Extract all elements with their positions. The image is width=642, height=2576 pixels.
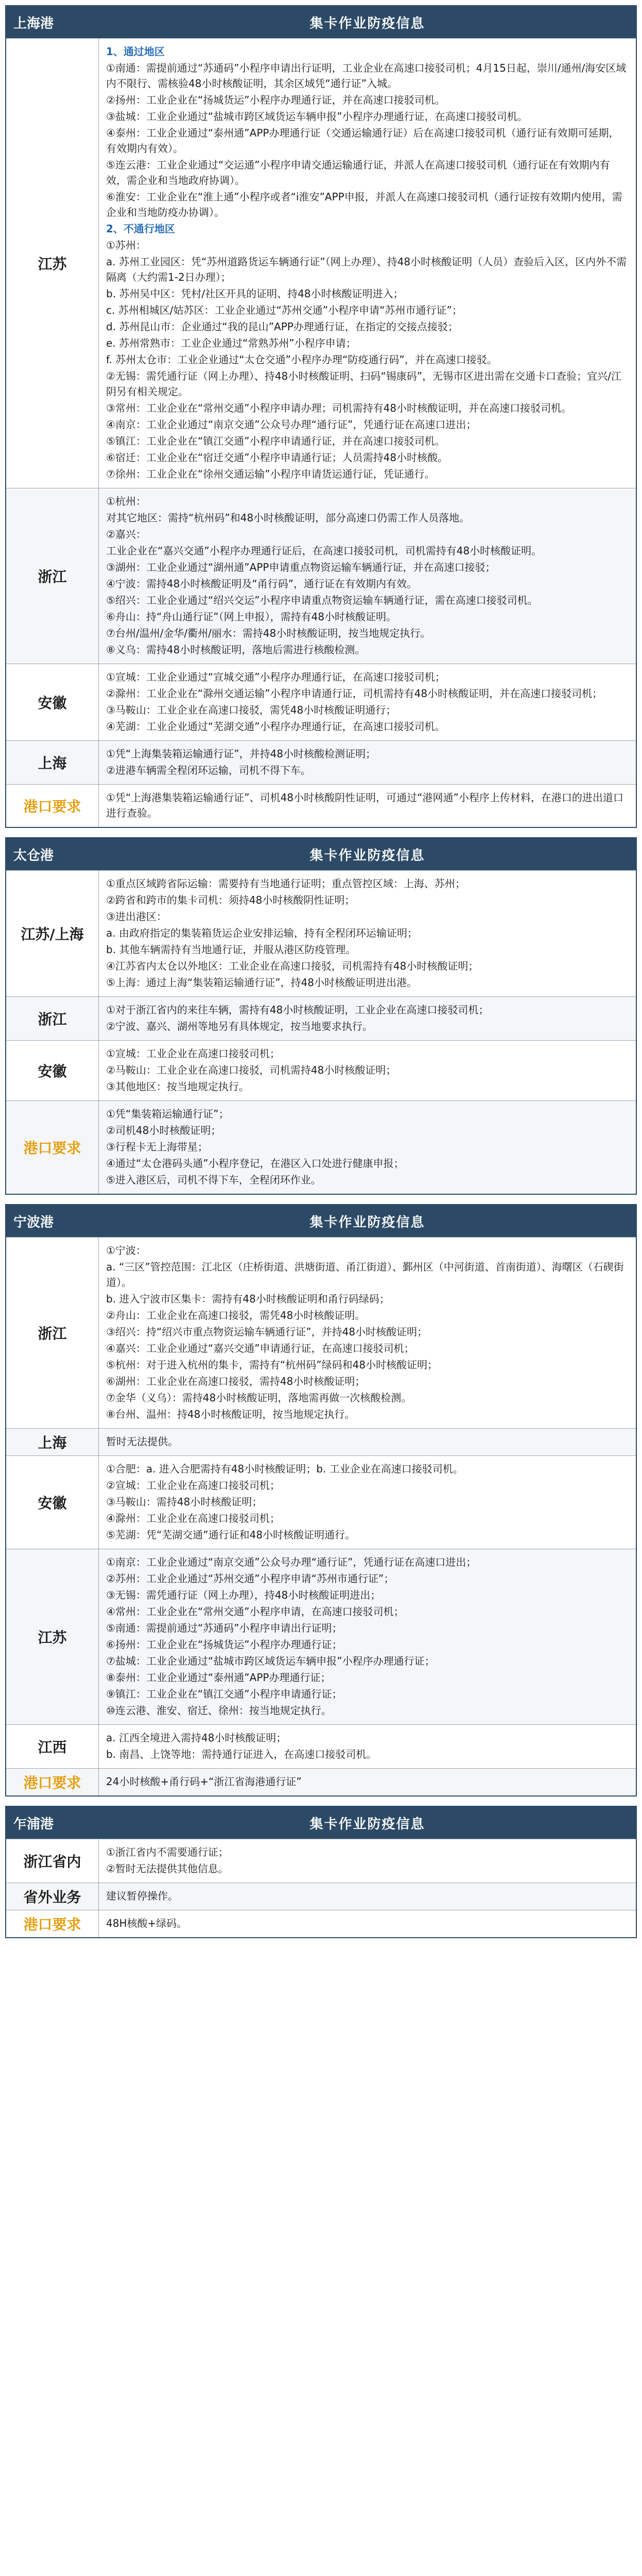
port-header (6, 1807, 636, 1839)
detail-line: ①苏州： (106, 239, 146, 251)
detail-line: ⑨镇江：工业企业在“镇江交通”小程序申请通行证； (106, 1688, 342, 1700)
detail-line: ②无锡：需凭通行证（网上办理）、持48小时核酸证明、扫码“锡康码”，无锡市区进出需在交通卡口查验；宜兴/江阴另有相关规定。 (106, 370, 621, 398)
region-row (6, 1910, 636, 1937)
region-details (99, 1839, 636, 1883)
region-details (99, 741, 636, 784)
detail-line: ④嘉兴：工业企业通过“嘉兴交通”申请通行证，在高速口接驳司机； (106, 1342, 414, 1354)
region-details (99, 1101, 636, 1194)
region-label: 港口要求 (6, 785, 99, 827)
region-details (99, 664, 636, 740)
region-label: 江苏 (6, 1549, 99, 1724)
region-label: 安徽 (6, 1456, 99, 1549)
region-row (6, 1040, 636, 1100)
detail-line: ①对于浙江省内的来往车辆，需持有48小时核酸证明，工业企业在高速口接驳司机； (106, 1004, 489, 1016)
region-label: 浙江 (6, 997, 99, 1040)
detail-line: c. 苏州相城区/姑苏区：工业企业通过“苏州交通”小程序申请“苏州市通行证”； (106, 304, 462, 316)
port-name: 乍浦港 (13, 1816, 54, 1832)
region-row (6, 870, 636, 996)
detail-line: ④滁州：工业企业在高速口接驳司机； (106, 1512, 280, 1524)
detail-line: ③其他地区：按当地规定执行。 (106, 1080, 249, 1093)
region-label: 安徽 (6, 1041, 99, 1100)
region-details (99, 1910, 636, 1937)
region-row (6, 1428, 636, 1455)
region-details (99, 1238, 636, 1428)
region-row (6, 784, 636, 827)
detail-line: 24小时核酸+甬行码+“浙江省海港通行证” (106, 1775, 302, 1788)
region-label: 江苏/上海 (6, 871, 99, 996)
detail-line: ②滁州：工业企业在“滁州交通运输”小程序申请通行证，司机需持有48小时核酸证明，并在高速口接驳司机； (106, 687, 603, 700)
detail-line: ⑦金华（义乌）：需持48小时核酸证明，落地需再做一次核酸检测。 (106, 1392, 412, 1404)
detail-line: 建议暂停操作。 (106, 1890, 178, 1902)
port-block (5, 5, 637, 828)
detail-line: ①凭“集装箱运输通行证”； (106, 1108, 229, 1120)
detail-line: ①凭“上海港集装箱运输通行证”、司机48小时核酸阴性证明，可通过“港网通”小程序上传材料，在港口的进出道口进行查验。 (106, 791, 623, 819)
detail-line: 暂时无法提供。 (106, 1435, 178, 1448)
detail-line: a. 江西全境进入需持48小时核酸证明； (106, 1732, 287, 1744)
detail-line: ②跨省和跨市的集卡司机：须持48小时核酸阴性证明； (106, 894, 355, 906)
region-row (6, 1549, 636, 1724)
detail-line: ②马鞍山：工业企业在高速口接驳，司机需持48小时核酸证明； (106, 1064, 396, 1076)
detail-line: ⑥舟山：持“舟山通行证”（网上申报），需持有48小时核酸证明。 (106, 611, 397, 623)
detail-line: ①合肥：a. 进入合肥需持有48小时核酸证明；b. 工业企业在高速口接驳司机。 (106, 1463, 463, 1475)
region-row (6, 1237, 636, 1428)
region-details (99, 997, 636, 1040)
detail-line: ①浙江省内不需要通行证； (106, 1846, 229, 1858)
page-root (5, 5, 637, 1938)
region-label: 浙江 (6, 1238, 99, 1428)
detail-line: ④南京：工业企业通过“南京交通”公众号办理“通行证”，凭通行证在高速口进出； (106, 418, 477, 431)
region-details (99, 1456, 636, 1549)
region-details (99, 1769, 636, 1795)
detail-line: ③行程卡无上海带星； (106, 1141, 208, 1153)
detail-line: ④江苏省内太仓以外地区：工业企业在高速口接驳，司机需持有48小时核酸证明； (106, 960, 479, 972)
detail-line: b. 南昌、上饶等地：需持通行证进入，在高速口接驳司机。 (106, 1748, 377, 1760)
port-name: 宁波港 (13, 1214, 54, 1230)
detail-line: ⑤杭州：对于进入杭州的集卡，需持有“杭州码”绿码和48小时核酸证明； (106, 1359, 438, 1371)
detail-line: ⑥宿迁：工业企业在“宿迁交通”小程序申请通行证；人员需持48小时核酸。 (106, 451, 448, 464)
port-header (6, 1205, 636, 1237)
detail-line: ①凭“上海集装箱运输通行证”，并持48小时核酸检测证明； (106, 748, 376, 760)
detail-line: ④芜湖：工业企业通过“芜湖交通”小程序办理通行证，在高速口接驳司机。 (106, 720, 445, 733)
region-row (6, 996, 636, 1040)
detail-line: ①重点区域跨省际运输：需要持有当地通行证明；重点管控区域：上海、苏州； (106, 877, 465, 890)
detail-line: a. 由政府指定的集装箱货运企业安排运输，持有全程闭环运输证明； (106, 927, 418, 939)
detail-line: ⑥淮安：工业企业在“淮上通”小程序或者“i淮安”APP申报，并派人在高速口接驳司机（通行证按有效期内使用，需企业和当地防疫办协调）。 (106, 191, 622, 218)
region-label: 港口要求 (6, 1910, 99, 1937)
region-row (6, 1455, 636, 1549)
detail-line: ⑤上海：通过上海“集装箱运输通行证”，持48小时核酸证明进出港。 (106, 976, 418, 989)
detail-line: b. 进入宁波市区集卡：需持有48小时核酸证明和甬行码绿码； (106, 1293, 390, 1305)
detail-line: ⑦台州/温州/金华/衢州/丽水：需持48小时核酸证明，按当地规定执行。 (106, 627, 431, 639)
detail-line: ⑤绍兴：工业企业通过“绍兴交运”小程序申请重点物资运输车辆通行证，需在高速口接驳司机。 (106, 594, 538, 606)
detail-line: ⑩连云港、淮安、宿迁、徐州：按当地规定执行。 (106, 1704, 332, 1717)
region-label: 港口要求 (6, 1769, 99, 1795)
region-details (99, 1041, 636, 1100)
detail-line: ②进港车辆需全程闭环运输，司机不得下车。 (106, 764, 311, 776)
region-row (6, 38, 636, 488)
detail-line: ⑧泰州：工业企业通过“泰州通”APP办理通行证； (106, 1671, 331, 1684)
detail-line: ①宣城：工业企业通过“宣城交通”小程序办理通行证，在高速口接驳司机； (106, 671, 445, 683)
detail-line: ④常州：工业企业在“常州交通”小程序申请，在高速口接驳司机； (106, 1605, 404, 1618)
port-block (5, 1806, 637, 1938)
detail-line: ⑥湖州：工业企业在高速口接驳，需持48小时核酸证明； (106, 1375, 366, 1387)
port-header (6, 838, 636, 870)
detail-line: ③绍兴：持“绍兴市重点物资运输车辆通行证”，并持48小时核酸证明； (106, 1326, 428, 1338)
region-details (99, 1429, 636, 1455)
detail-line: ⑦盐城：工业企业通过“盐城市跨区域货运车辆申报”小程序办理通行证； (106, 1655, 435, 1667)
detail-line: ②舟山：工业企业在高速口接驳，需凭48小时核酸证明。 (106, 1309, 366, 1321)
detail-line: d. 苏州昆山市：企业通过“我的昆山”APP办理通行证，在指定的交接点接驳； (106, 320, 458, 333)
detail-line: ⑤芜湖：凭“芜湖交通”通行证和48小时核酸证明通行。 (106, 1529, 356, 1541)
region-label: 安徽 (6, 664, 99, 740)
detail-line: ①杭州： (106, 495, 146, 507)
detail-line: ⑤连云港：工业企业通过“交运通”小程序申请交通运输通行证，并派人在高速口接驳司机（通行证在有效期内有效，需企业和当地政府协调）。 (106, 159, 610, 187)
detail-line: ①南通：需提前通过“苏通码”小程序申请出行证明，工业企业在高速口接驳司机；4月15日起，崇川/通州/海安区域内不限行、需核验48小时核酸证明，其余区域凭“通行证”入城。 (106, 62, 627, 90)
detail-line: ⑤南通：需提前通过“苏通码”小程序申请出行证明； (106, 1622, 342, 1634)
detail-line: ②苏州：工业企业通过“苏州交通”小程序申请“苏州市通行证”； (106, 1572, 394, 1585)
detail-line: 工业企业在“嘉兴交通”小程序办理通行证后，在高速口接驳司机，司机需持有48小时核酸证明。 (106, 545, 542, 557)
region-label: 江苏 (6, 39, 99, 488)
region-row (6, 1100, 636, 1194)
detail-line: ③湖州：工业企业通过“湖州通”APP申请重点物资运输车辆通行证，并在高速口接驳； (106, 561, 496, 573)
port-block (5, 1204, 637, 1797)
detail-line: 对其它地区：需持“杭州码”和48小时核酸证明，部分高速口仍需工作人员落地。 (106, 512, 470, 524)
region-details (99, 871, 636, 996)
region-row (6, 1839, 636, 1883)
detail-line: ⑤进入港区后，司机不得下车，全程闭环作业。 (106, 1174, 321, 1186)
detail-line: f. 苏州太仓市：工业企业通过“太仓交通”小程序办理“防疫通行码”，并在高速口接驳。 (106, 353, 497, 366)
detail-line: ⑤镇江：工业企业在“镇江交通”小程序申请通行证，并在高速口接驳司机。 (106, 435, 445, 447)
port-name: 上海港 (13, 15, 54, 31)
detail-line: ③盐城：工业企业通过“盐城市跨区域货运车辆申报”小程序办理通行证，在高速口接驳司机。 (106, 110, 528, 123)
detail-line: ⑥扬州：工业企业在“扬城货运”小程序办理通行证； (106, 1638, 342, 1651)
region-details (99, 785, 636, 827)
section-title: 集卡作业防疫信息 (309, 1214, 425, 1230)
region-row (6, 740, 636, 784)
detail-line: a. “三区”管控范围：江北区（庄桥街道、洪塘街道、甬江街道）、鄞州区（中河街道、首南街道）、海曙区（石碶街道）。 (106, 1261, 624, 1289)
port-header (6, 6, 636, 38)
region-details (99, 1725, 636, 1768)
region-label: 上海 (6, 741, 99, 784)
region-details (99, 488, 636, 664)
section-title: 集卡作业防疫信息 (309, 15, 425, 31)
region-row (6, 664, 636, 740)
detail-line: ③马鞍山：需持48小时核酸证明； (106, 1496, 263, 1508)
detail-line: ③常州：工业企业在“常州交通”小程序申请办理；司机需持有48小时核酸证明，并在高速口接驳司机。 (106, 402, 572, 414)
detail-line: ②扬州：工业企业在“扬城货运”小程序办理通行证，并在高速口接驳司机。 (106, 94, 445, 106)
detail-line: ④通过“太仓港码头通”小程序登记，在港区入口处进行健康申报； (106, 1157, 404, 1170)
region-row (6, 1768, 636, 1795)
region-label: 省外业务 (6, 1883, 99, 1910)
port-name: 太仓港 (13, 848, 54, 863)
detail-line: ②嘉兴： (106, 528, 146, 540)
detail-line: ③进出港区： (106, 910, 167, 923)
detail-line: ②司机48小时核酸证明； (106, 1124, 221, 1137)
detail-line: b. 苏州吴中区：凭村/社区开具的证明、持48小时核酸证明进入； (106, 287, 404, 300)
region-row (6, 1883, 636, 1910)
region-details (99, 1883, 636, 1910)
region-row (6, 1724, 636, 1768)
region-details (99, 1549, 636, 1724)
detail-line: ⑦徐州：工业企业在“徐州交通运输”小程序申请货运通行证，凭证通行。 (106, 468, 435, 480)
detail-line: ⑧台州、温州：持48小时核酸证明，按当地规定执行。 (106, 1408, 355, 1420)
detail-line: ③无锡：需凭通行证（网上办理），持48小时核酸证明进出； (106, 1589, 381, 1601)
detail-line: ③马鞍山：工业企业在高速口接驳，需凭48小时核酸证明通行； (106, 704, 396, 716)
region-label: 江西 (6, 1725, 99, 1768)
detail-line: ①南京：工业企业通过“南京交通”公众号办理“通行证”，凭通行证在高速口进出； (106, 1556, 477, 1568)
region-label: 浙江 (6, 488, 99, 664)
detail-line: b. 其他车辆需持有当地通行证，并服从港区防疫管理。 (106, 943, 356, 956)
detail-line: a. 苏州工业园区：凭“苏州道路货运车辆通行证”（网上办理）、持48小时核酸证明（人员）查验后入区，区内外不需隔离（大约需1-2日办理）； (106, 256, 627, 283)
detail-line: 2、不通行地区 (106, 223, 175, 235)
detail-line: ①宁波： (106, 1244, 146, 1257)
region-row (6, 488, 636, 664)
port-block (5, 837, 637, 1195)
detail-line: ②宣城：工业企业在高速口接驳司机； (106, 1479, 280, 1492)
detail-line: 48H核酸+绿码。 (106, 1917, 187, 1929)
region-label: 上海 (6, 1429, 99, 1455)
detail-line: ②宁波、嘉兴、湖州等地另有具体规定，按当地要求执行。 (106, 1020, 373, 1032)
detail-line: ②暂时无法提供其他信息。 (106, 1862, 229, 1875)
region-label: 港口要求 (6, 1101, 99, 1194)
detail-line: ④泰州：工业企业通过“泰州通”APP办理通行证（交通运输通行证）后在高速口接驳司机（通行证有效期可延期，有效期内有效）。 (106, 127, 619, 155)
detail-line: 1、通过地区 (106, 45, 165, 58)
section-title: 集卡作业防疫信息 (309, 848, 425, 863)
detail-line: ④宁波：需持48小时核酸证明及“甬行码”，通行证在有效期内有效。 (106, 578, 418, 590)
section-title: 集卡作业防疫信息 (309, 1816, 425, 1832)
detail-line: e. 苏州常熟市：工业企业通过“常熟苏州”小程序申请； (106, 337, 356, 349)
detail-line: ①宣城：工业企业在高速口接驳司机； (106, 1047, 280, 1060)
region-details (99, 39, 636, 488)
detail-line: ⑧义乌：需持48小时核酸证明，落地后需进行核酸检测。 (106, 643, 366, 656)
region-label: 浙江省内 (6, 1839, 99, 1883)
